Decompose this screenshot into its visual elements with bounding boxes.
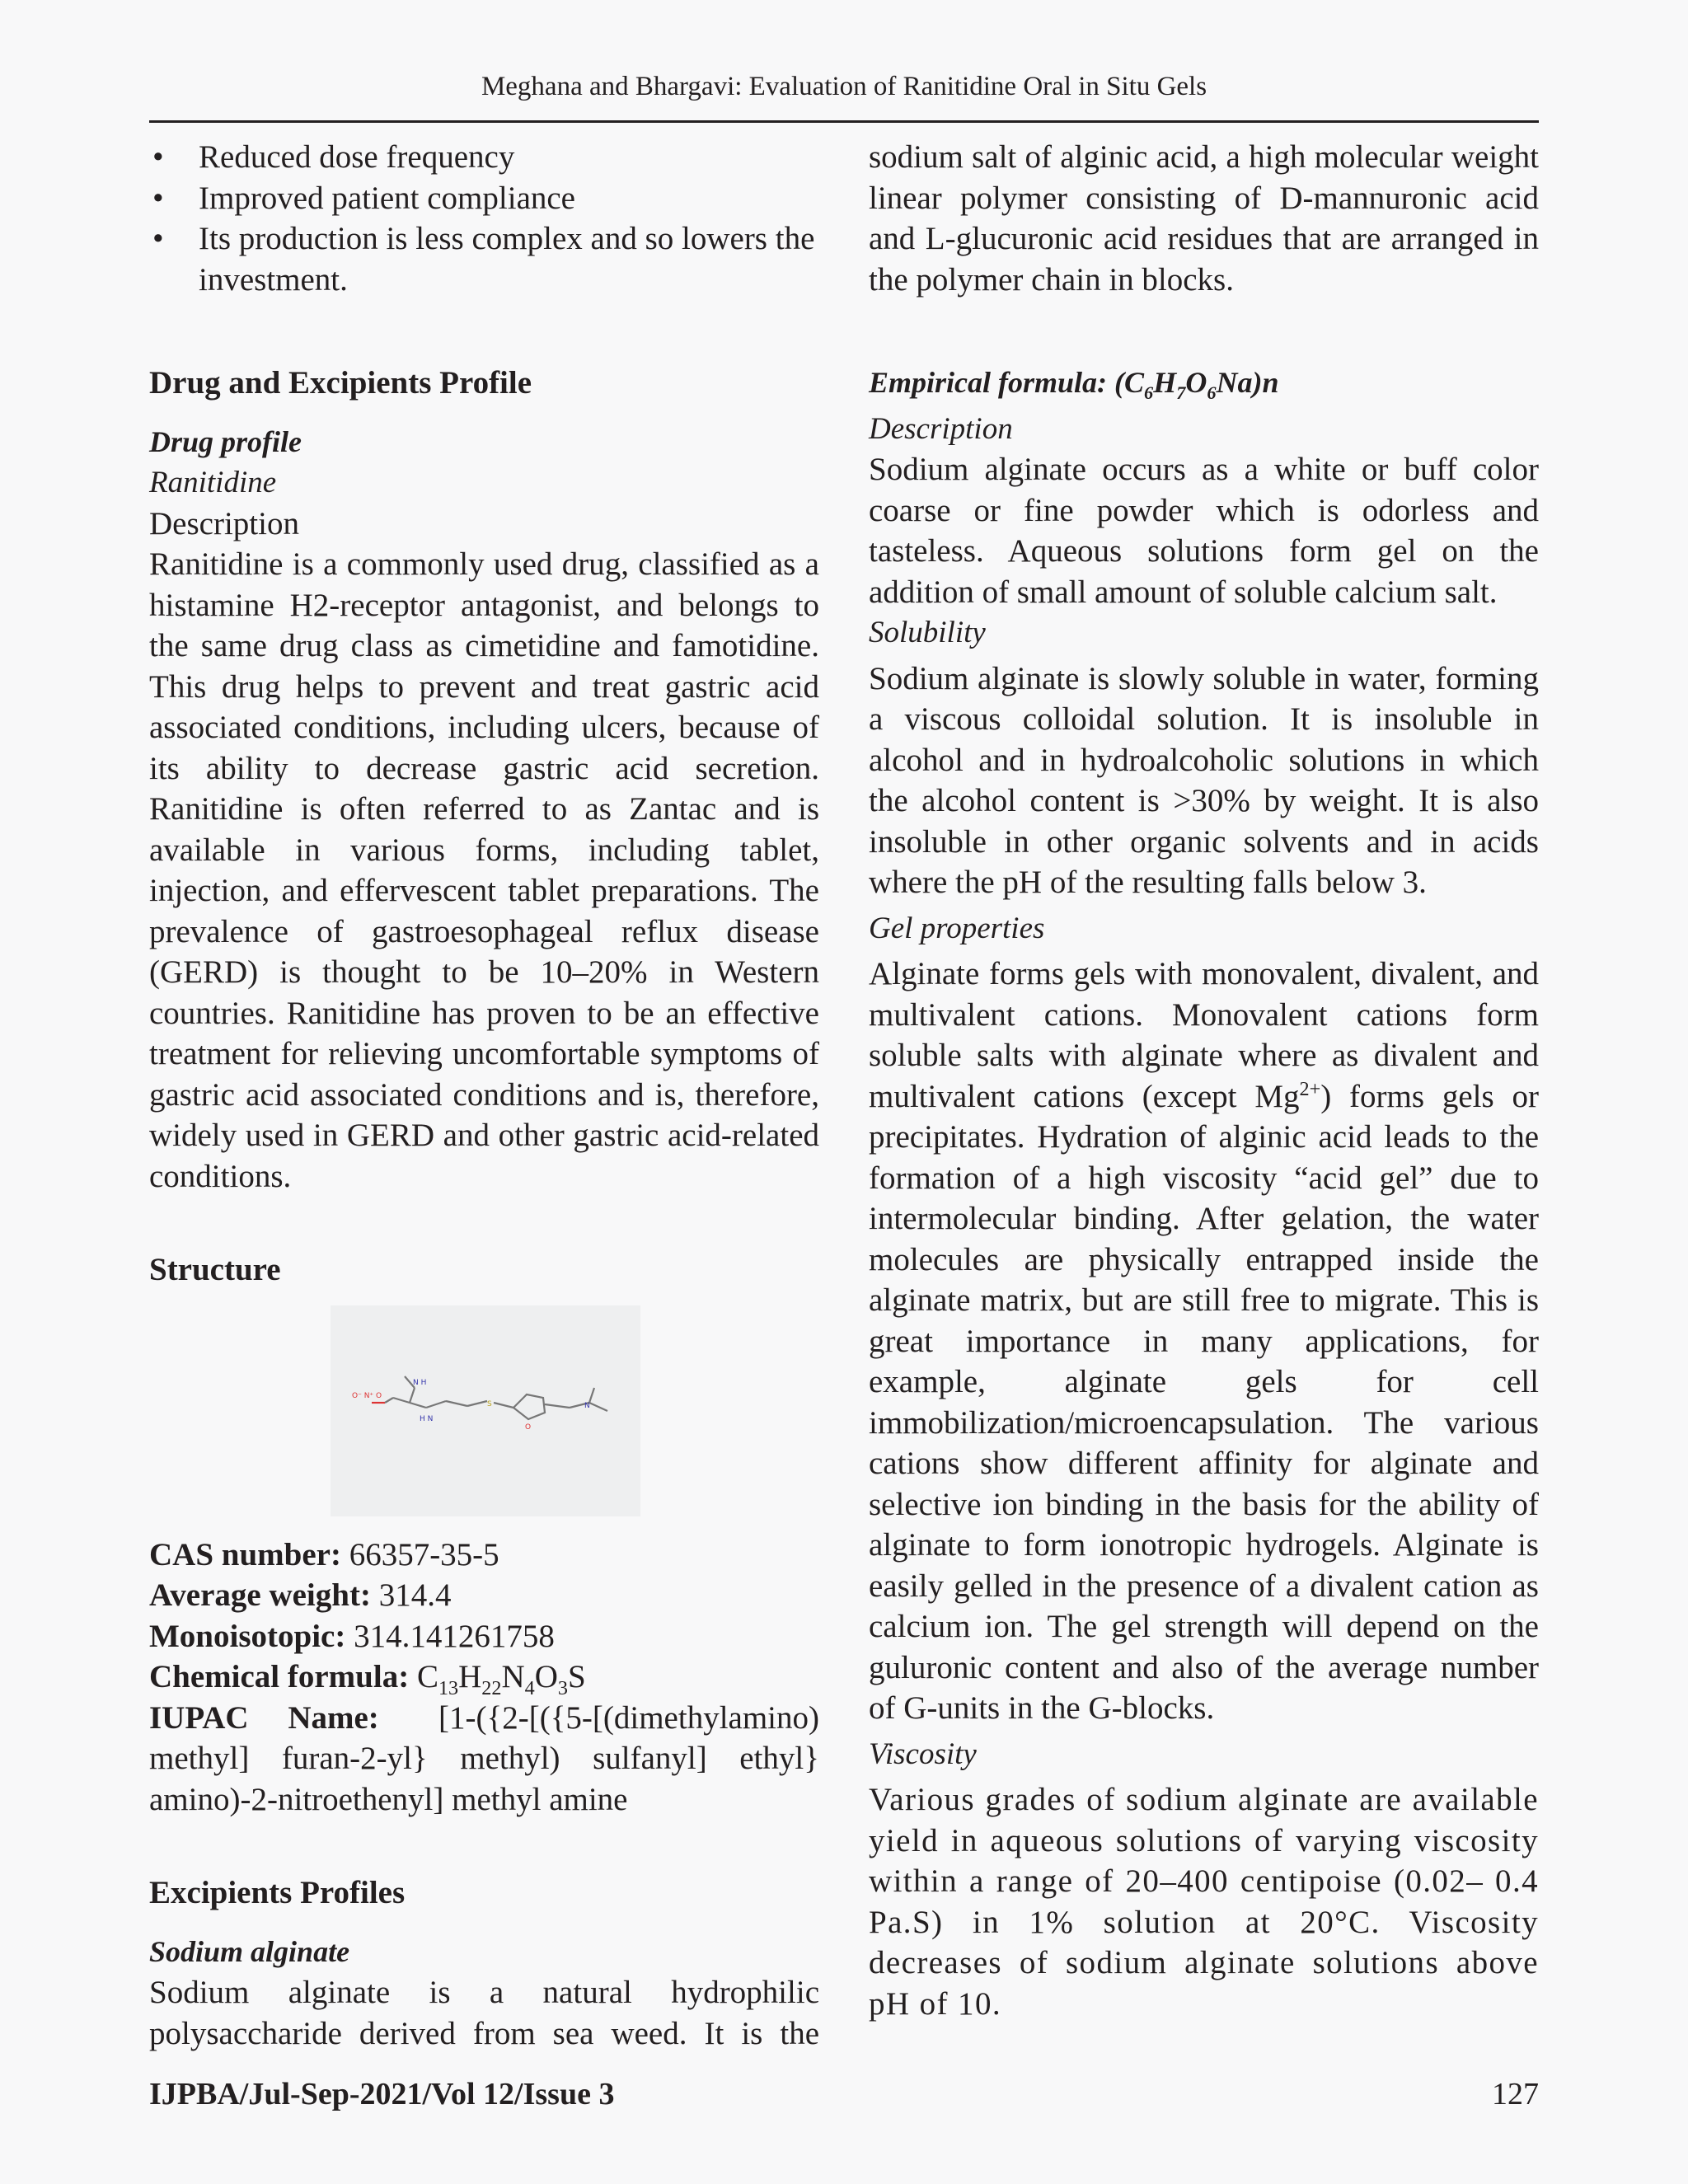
gel-properties-text: Alginate forms gels with monovalent, divalent, and multivalent cations. Monovalent cations form soluble salts with alginate where as divalent and multivalent cations (except $Mg^{2+}$) forms gels or precipitates. Hydration of alginic acid leads to the formation of a high viscosity “acid gel” due to intermolecular binding. After gelation, the water molecules are physically entrapped inside the alginate matrix, but are still free to migrate. This is great importance in many applications, for example, alginate gels for cell immobilization/microencapsulation. The various cations show different affinity for alginate and selective ion binding in the basis for the ability of alginate to form ionotropic hydrogels. Alginate is easily gelled in the presence of a divalent cation as calcium ion. The gel strength will depend on the guluronic content and also of the average number of G-units in the G-blocks. (869, 956, 1539, 1726)
footer-journal: IJPBA/Jul-Sep-2021/Vol 12/Issue 3 (149, 2077, 615, 2111)
ranitidine-structure-image (331, 1305, 640, 1516)
viscosity-label: Viscosity (869, 1736, 977, 1771)
structure-o-label: O (525, 1422, 532, 1432)
average-weight-label: Average weight: (149, 1577, 371, 1613)
chemical-formula-label: Chemical formula: (149, 1659, 410, 1694)
drug-profile-heading: Drug profile (149, 424, 302, 458)
advantages-list (149, 137, 819, 300)
sodium-alginate-heading: Sodium alginate (149, 1934, 350, 1968)
iupac-text: [1-({2-[({5-[(dimethylamino) (438, 1699, 819, 1736)
list-item: • Reduced dose frequency (149, 137, 819, 178)
chemical-formula-value: $C_{13}H_{22}N_4O_3S$ (416, 1659, 586, 1699)
section-title-drug-excipients: Drug and Excipients Profile (149, 365, 532, 401)
viscosity-text: Various grades of sodium alginate are available yield in aqueous solutions of varying viscosity within a range of 20–400 centipoise (0.02– 0.4 Pa.S) in 1% solution at 20°C. Viscosity decreases of sodium alginate solutions above pH of 10. (869, 1782, 1539, 2022)
alginate-description: Sodium alginate occurs as a white or buff color coarse or fine powder which is odorless and tasteless. Aqueous solutions form gel on the addition of small amount of soluble calcium salt. (869, 452, 1539, 610)
list-item: • Its production is less complex and so lowers the investment. (149, 218, 819, 300)
structure-heading: Structure (149, 1252, 281, 1287)
page-number: 127 (1492, 2077, 1539, 2111)
running-header: Meghana and Bhargavi: Evaluation of Ranitidine Oral in Situ Gels (481, 72, 1207, 101)
cas-number-row (149, 1535, 819, 1576)
chemical-formula-row (149, 1657, 819, 1698)
structure-nh-bottom-label: H N (420, 1414, 434, 1423)
cas-value: 66357-35-5 (349, 1536, 499, 1572)
alginate-continued-text: sodium salt of alginic acid, a high molecular weight linear polymer consisting of D-mannuronic acid and L-glucuronic acid residues that are arranged in the polymer chain in blocks. (869, 139, 1539, 298)
list-item: • Improved patient compliance (149, 178, 819, 219)
monoisotopic-value: 314.141261758 (354, 1618, 555, 1654)
average-weight-row (149, 1575, 819, 1616)
iupac-line-1 (149, 1698, 819, 1739)
iupac-line-2: methyl] furan-2-yl} methyl) sulfanyl] ethyl} (149, 1741, 819, 1776)
header-rule (149, 120, 1539, 123)
monoisotopic-label: Monoisotopic: (149, 1618, 346, 1654)
structure-n-label: N (584, 1401, 590, 1410)
left-column (149, 137, 819, 2054)
drug-name: Ranitidine (149, 466, 277, 499)
gel-properties-label: Gel properties (869, 911, 1045, 945)
average-weight-value: 314.4 (378, 1577, 452, 1613)
iupac-label: IUPAC Name: (149, 1699, 379, 1736)
excipients-heading: Excipients Profiles (149, 1875, 406, 1910)
right-column (869, 137, 1539, 2024)
empirical-formula: Empirical formula: $(C_6H_7O_6Na)n$ (869, 366, 1279, 404)
structure-nitro-label: O⁻ N⁺ O (352, 1391, 382, 1400)
sodium-alginate-intro: Sodium alginate is a natural hydrophilic polysaccharide derived from sea weed. It is the (149, 1975, 819, 2051)
monoisotopic-row (149, 1616, 819, 1657)
description-label: Description (149, 505, 299, 541)
alginate-description-label: Description (869, 411, 1013, 446)
structure-nh-top-label: N H (413, 1378, 427, 1387)
solubility-label: Solubility (869, 616, 986, 649)
solubility-text: Sodium alginate is slowly soluble in water, forming a viscous colloidal solution. It is insoluble in alcohol and in hydroalcoholic solutions in which the alcohol content is >30% by weight. It is also insoluble in other organic solvents and in acids where the pH of the resulting falls below 3. (869, 660, 1539, 900)
drug-description: Ranitidine is a commonly used drug, classified as a histamine H2-receptor antagonist, and belongs to the same drug class as cimetidine and famotidine. This drug helps to prevent and treat gastric acid associated conditions, including ulcers, because of its ability to decrease gastric acid secretion. Ranitidine is often referred to as Zantac and is available in various forms, including tablet, injection, and effervescent tablet preparations. The prevalence of gastroesophageal reflux disease (GERD) is thought to be 10–20% in Western countries. Ranitidine has proven to be an effective treatment for relieving uncomfortable symptoms of gastric acid associated conditions and is, therefore, widely used in GERD and other gastric acid-related conditions. (149, 546, 819, 1194)
cas-label: CAS number: (149, 1536, 341, 1572)
iupac-line-3: amino)-2-nitroethenyl] methyl amine (149, 1781, 628, 1817)
structure-s-label: S (487, 1399, 492, 1408)
